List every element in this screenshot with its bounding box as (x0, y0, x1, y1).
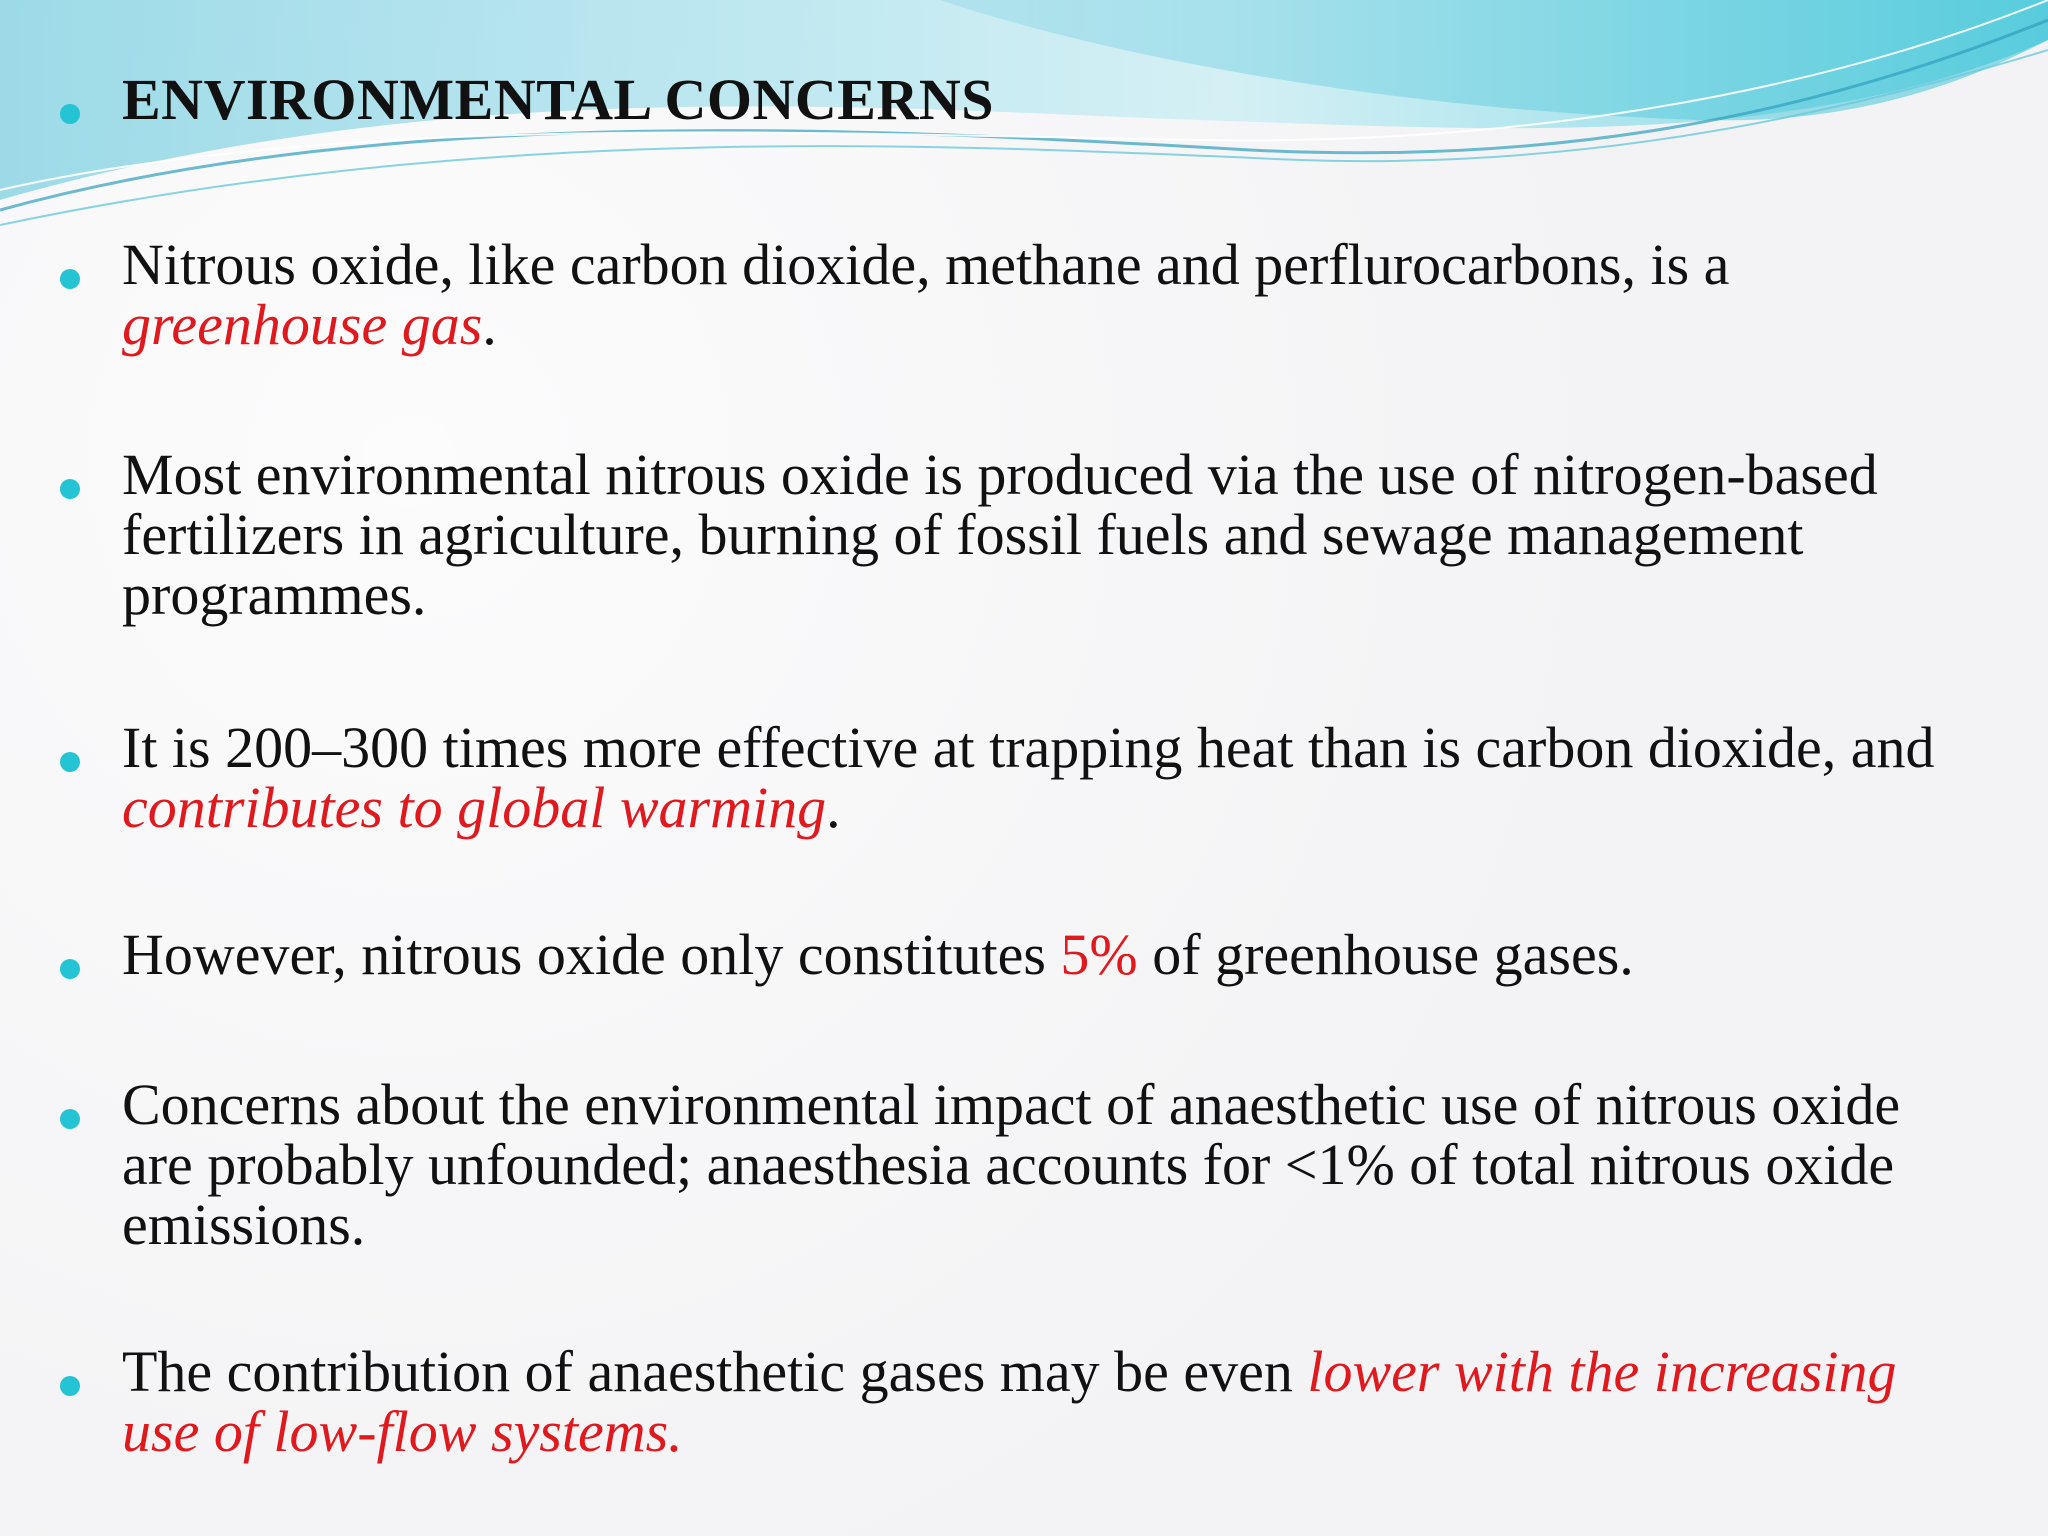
bullet-text-part: . (826, 775, 841, 840)
bullet-text-part: However, nitrous oxide only constitutes (122, 922, 1061, 987)
bullet-text-part: It is 200–300 times more effective at trapping heat than is carbon dioxide, and (122, 715, 1935, 780)
bullet-text-part: Nitrous oxide, like carbon dioxide, methane and perflurocarbons, is a (122, 232, 1730, 297)
bullet-dot-icon (60, 752, 80, 772)
highlight-text: contributes to global warming (122, 775, 827, 840)
bullet-dot-icon (60, 479, 80, 499)
highlight-text: greenhouse gas (122, 292, 483, 357)
bullet-text-part: The contribution of anaesthetic gases may be even (122, 1339, 1308, 1404)
bullet-text-part: . (482, 292, 497, 357)
bullet-text-part: of greenhouse gases. (1137, 922, 1634, 987)
bullet-dot-icon (60, 1376, 80, 1396)
bullet-text (122, 922, 1634, 987)
heading-bullet (60, 67, 1980, 132)
bullet-text: Most environmental nitrous oxide is produced via the use of nitrogen-based fertilizers in agriculture, burning of fossil fuels and sewage management programmes. (122, 442, 1878, 627)
bullet-text (122, 715, 1980, 840)
highlight-text: 5% (1060, 922, 1138, 987)
bullet-anaesthesia-share (60, 1072, 1980, 1257)
bullet-greenhouse-gas (60, 232, 1980, 357)
bullet-heat-trapping (60, 715, 1980, 840)
bullet-dot-icon (60, 1109, 80, 1129)
bullet-low-flow (60, 1339, 1980, 1464)
bullet-text (122, 232, 1980, 357)
bullet-five-percent (60, 922, 1980, 987)
bullet-dot-icon (60, 269, 80, 289)
bullet-dot-icon (60, 959, 80, 979)
slide-title: ENVIRONMENTAL CONCERNS (122, 67, 994, 132)
bullet-text: Concerns about the environmental impact of anaesthetic use of nitrous oxide are probably unfounded; anaesthesia accounts for <1% of total nitrous oxide emissions. (122, 1072, 1901, 1257)
bullet-dot-icon (60, 104, 80, 124)
bullet-sources (60, 442, 1980, 627)
bullet-text (122, 1339, 1980, 1464)
highlight-text: lower with the increasing use of low-flow systems. (122, 1339, 1897, 1464)
